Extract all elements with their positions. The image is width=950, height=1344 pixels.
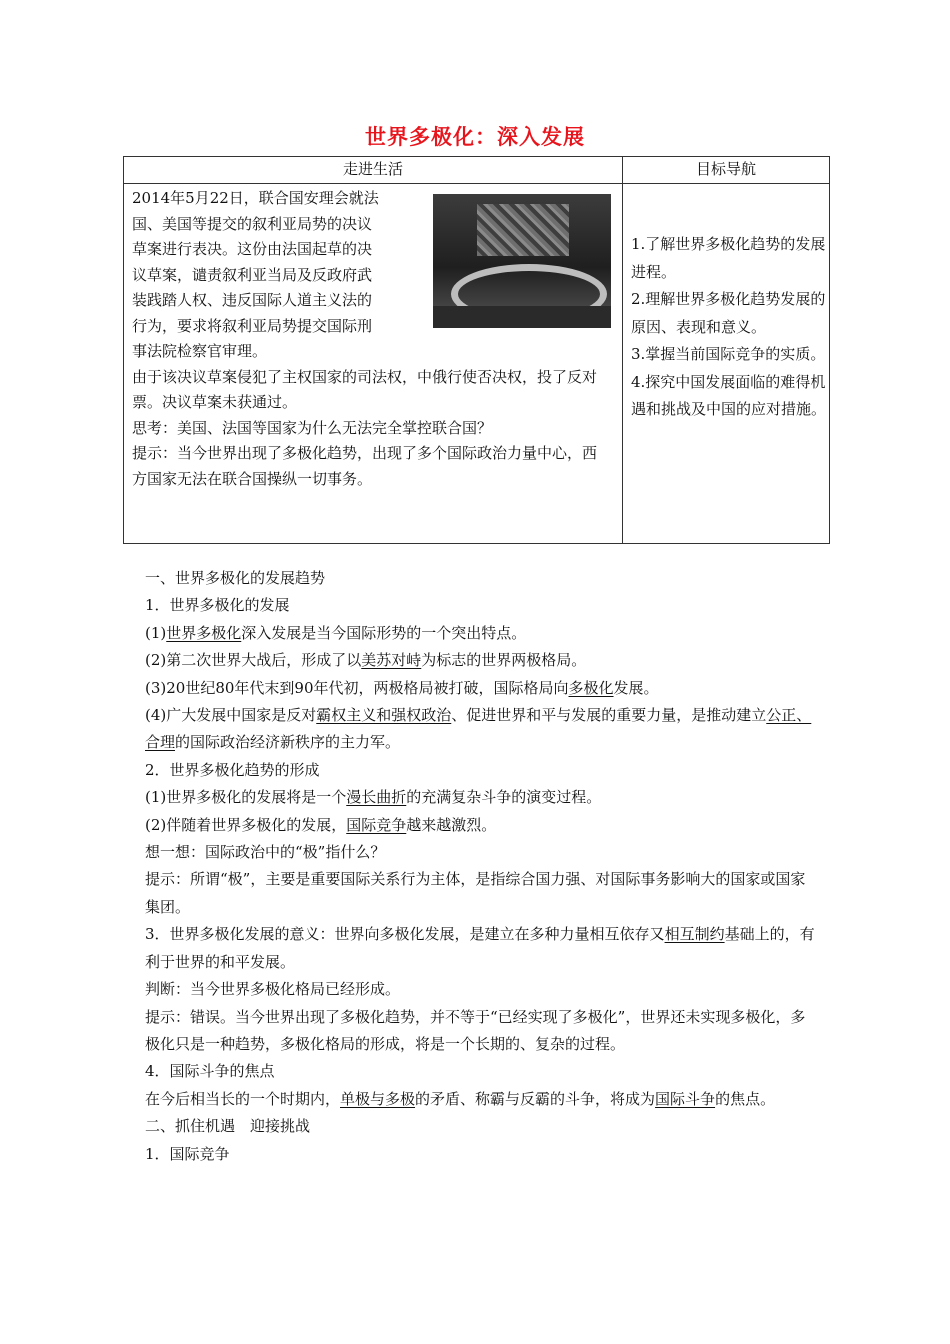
paragraph: (3)20世纪80年代末到90年代初，两极格局被打破，国际格局向多极化发展。 (145, 678, 659, 697)
think-hint: 提示：当今世界出现了多极化趋势，出现了多个国际政治力量中心，西方国家无法在联合国操纵一切事务。 (132, 444, 598, 488)
goal-item: 3.掌握当前国际竞争的实质。 (631, 345, 826, 363)
left-header: 走进生活 (124, 157, 623, 184)
judge-hint: 提示：错误。当今世界出现了多极化趋势，并不等于“已经实现了多极化”，世界还未实现多极化，多极化只是一种趋势，多极化格局的形成，将是一个长期的、复杂的过程。 (145, 1007, 806, 1053)
intro-line: 草案进行表决。这份由法国起草的决 (132, 240, 373, 258)
subsection-heading: 4．国际斗争的焦点 (145, 1062, 275, 1081)
think-question: 思考：美国、法国等国家为什么无法完全掌控联合国？ (132, 418, 493, 437)
goal-item: 2.理解世界多极化趋势发展的原因、表现和意义。 (631, 290, 826, 336)
subsection-heading: 1．国际竞争 (145, 1144, 230, 1163)
intro-table (123, 156, 830, 544)
key-term: 多极化 (568, 678, 614, 697)
intro-line: 事法院检察官审理。 (132, 342, 268, 360)
intro-line: 行为，要求将叙利亚局势提交国际刑 (132, 316, 373, 335)
key-term: 国际竞争 (346, 815, 407, 834)
intro-line: 议草案，谴责叙利亚当局及反政府武 (132, 265, 373, 284)
goal-item: 4.探究中国发展面临的难得机遇和挑战及中国的应对措施。 (631, 372, 827, 418)
paragraph: (1)世界多极化深入发展是当今国际形势的一个突出特点。 (145, 623, 527, 642)
un-security-council-photo (433, 194, 611, 328)
intro-cell (124, 184, 623, 544)
judge-question: 判断：当今世界多极化格局已经形成。 (145, 980, 401, 999)
key-term: 美苏对峙 (361, 651, 422, 670)
key-term: 单极与多极 (340, 1089, 416, 1108)
section-heading: 二、抓住机遇 迎接挑战 (145, 1117, 311, 1136)
intro-line: 国、美国等提交的叙利亚局势的决议 (132, 214, 373, 233)
intro-paragraph: 由于该决议草案侵犯了主权国家的司法权，中俄行使否决权，投了反对票。决议草案未获通过。 (132, 367, 598, 411)
page-title: 世界多极化：深入发展 (365, 125, 585, 149)
right-header: 目标导航 (623, 157, 830, 184)
subsection-heading: 1．世界多极化的发展 (145, 596, 290, 615)
section-heading: 一、世界多极化的发展趋势 (145, 569, 326, 587)
key-term: 世界多极化 (166, 623, 242, 642)
key-term: 相互制约 (664, 925, 725, 944)
think-hint: 提示：所谓“极”，主要是重要国际关系行为主体，是指综合国力强、对国际事务影响大的国家或国家集团。 (145, 870, 806, 916)
goals-list (631, 231, 827, 424)
key-term: 漫长曲折 (346, 788, 407, 807)
key-term: 国际斗争 (655, 1089, 716, 1108)
mural-graphic (477, 204, 569, 256)
paragraph: (1)世界多极化的发展将是一个漫长曲折的充满复杂斗争的演变过程。 (145, 788, 602, 807)
paragraph: 在今后相当长的一个时期内，单极与多极的矛盾、称霸与反霸的斗争，将成为国际斗争的焦点。 (145, 1089, 776, 1108)
main-content (145, 565, 815, 1168)
intro-line: 装践踏人权、违反国际人道主义法的 (132, 291, 373, 309)
intro-line: 2014年5月22日，联合国安理会就法 (132, 189, 379, 207)
goals-cell (623, 184, 830, 544)
paragraph: (2)伴随着世界多极化的发展，国际竞争越来越激烈。 (145, 815, 497, 834)
paragraph: (2)第二次世界大战后，形成了以美苏对峙为标志的世界两极格局。 (145, 651, 587, 670)
paragraph: 3．世界多极化发展的意义：世界向多极化发展，是建立在多种力量相互依存又相互制约基础上的，有利于世界的和平发展。 (145, 925, 815, 971)
goal-item: 1.了解世界多极化趋势的发展进程。 (631, 235, 826, 281)
subsection-heading: 2．世界多极化趋势的形成 (145, 760, 320, 779)
think-question: 想一想：国际政治中的“极”指什么？ (145, 843, 386, 862)
paragraph: (4)广大发展中国家是反对霸权主义和强权政治、促进世界和平与发展的重要力量，是推动建立公正、合理的国际政治经济新秩序的主力军。 (145, 706, 812, 752)
key-term: 霸权主义和强权政治 (316, 706, 452, 725)
key-term: 公正、合理 (145, 706, 812, 752)
